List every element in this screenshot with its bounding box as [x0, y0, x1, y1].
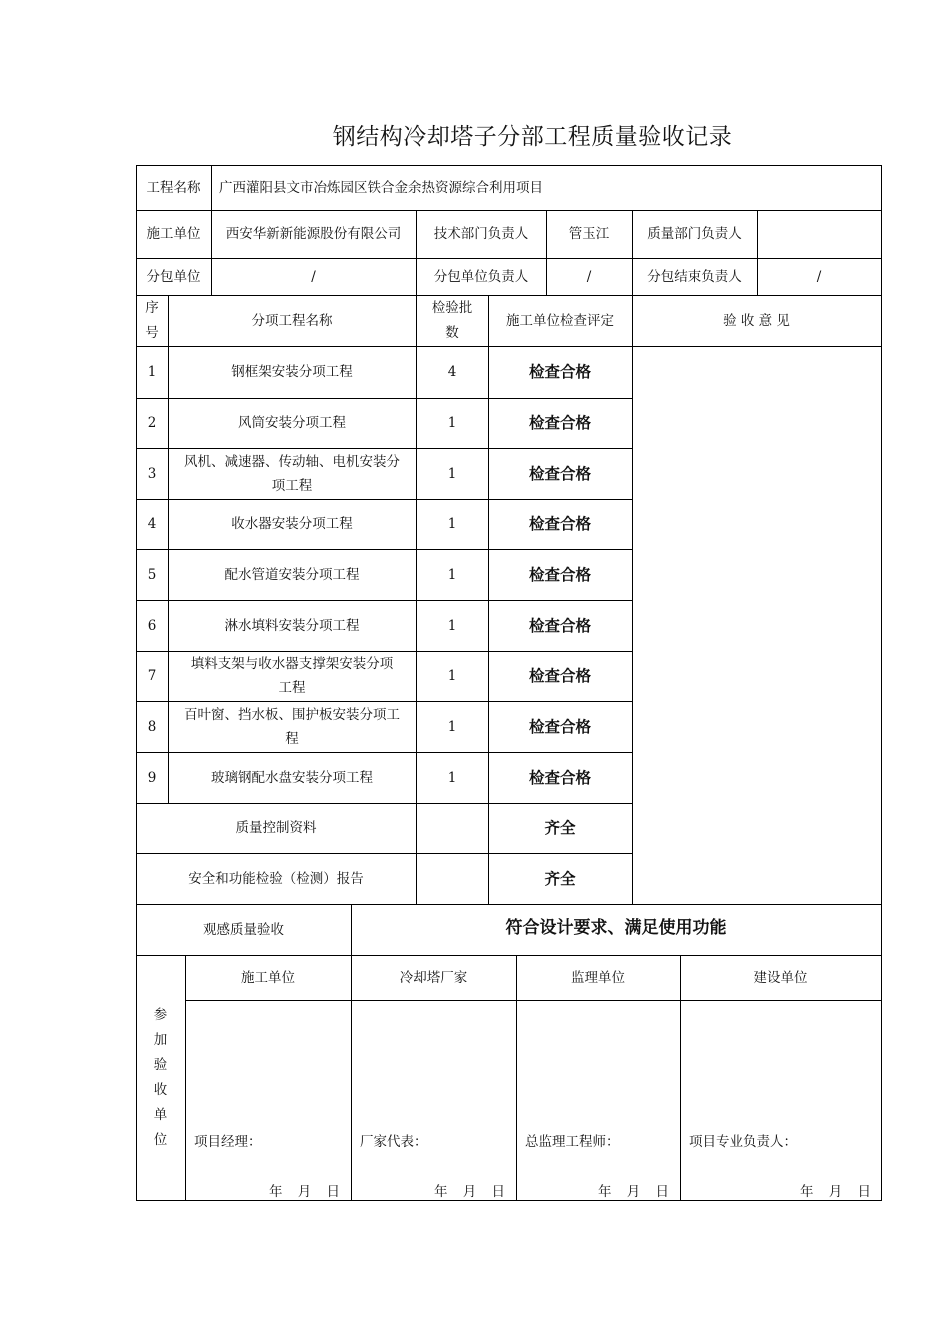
- participants-side-char: 收: [153, 1081, 168, 1098]
- participant-date: [434, 1180, 505, 1200]
- row-batch-count: 1: [447, 566, 457, 583]
- col-item-name-header: 分项工程名称: [251, 312, 333, 329]
- row-check-result: 检查合格: [528, 515, 591, 533]
- subcontract-unit-label: 分包单位: [146, 268, 201, 285]
- row-check-result: 检查合格: [528, 464, 591, 483]
- date-part: 日: [326, 1184, 340, 1200]
- subcontract-head-value: /: [586, 268, 592, 285]
- date-part: 年: [598, 1184, 612, 1200]
- safety-report-result: 齐全: [544, 869, 576, 888]
- row-item-name: [168, 346, 416, 398]
- col-check-header: 施工单位检查评定: [506, 312, 614, 329]
- row-batch-count: 1: [447, 415, 457, 431]
- row-number: 3: [147, 465, 157, 482]
- participants-side-char: 位: [153, 1131, 168, 1148]
- row-batch-count: 1: [447, 465, 457, 482]
- participant-signer-label: 项目专业负责人：: [689, 1134, 797, 1150]
- quality-head-label: 质量部门负责人: [647, 226, 742, 242]
- row-item-name-line: 钢框架安装分项工程: [231, 364, 353, 380]
- subcontract-end-head-value: /: [816, 268, 822, 285]
- date-part: 月: [626, 1184, 641, 1200]
- date-part: 年: [269, 1184, 283, 1200]
- participant-signer-label: 项目经理：: [194, 1134, 262, 1150]
- row-number: 4: [147, 516, 157, 532]
- tech-head-value: 管玉江: [568, 226, 610, 242]
- participants-side-label: [136, 955, 185, 1200]
- subcontract-end-head-label: 分包结束负责人: [647, 268, 742, 285]
- row-item-name: [168, 701, 416, 752]
- col-seq-header: [136, 295, 168, 346]
- col-batch-text: 检验批: [431, 299, 473, 316]
- row-check-result: 检查合格: [528, 667, 591, 685]
- construction-unit-label: 施工单位: [146, 226, 201, 242]
- subcontract-head-label: 分包单位负责人: [433, 268, 529, 285]
- col-batch-text: 数: [445, 324, 459, 341]
- quality-head-value: [757, 210, 881, 258]
- row-item-name-line: 收水器安装分项工程: [231, 516, 353, 532]
- visual-quality-result: 符合设计要求、满足使用功能: [505, 917, 727, 938]
- grid-line: [881, 165, 882, 1201]
- participant-signer-label: 厂家代表：: [360, 1134, 428, 1150]
- row-batch-count: 1: [447, 668, 457, 684]
- date-part: 日: [857, 1184, 871, 1200]
- row-batch-count: 1: [447, 516, 457, 532]
- row-number: 9: [147, 769, 157, 786]
- row-check-result: 检查合格: [528, 717, 591, 736]
- date-part: 年: [434, 1184, 448, 1200]
- construction-unit-value: 西安华新新能源股份有限公司: [225, 226, 402, 242]
- row-item-name-line: 填料支架与收水器支撑架安装分项: [190, 656, 394, 672]
- row-item-name-line: 百叶窗、挡水板、围护板安装分项工: [184, 706, 400, 723]
- row-item-name-line: 风筒安装分项工程: [238, 415, 346, 431]
- page-title: 钢结构冷却塔子分部工程质量验收记录: [332, 124, 733, 150]
- project-name-value: 广西灌阳县文市冶炼园区铁合金余热资源综合利用项目: [219, 179, 543, 196]
- row-batch-count: 4: [447, 364, 457, 380]
- project-name-label: 工程名称: [146, 179, 201, 196]
- row-number: 8: [147, 718, 157, 735]
- row-item-name: [168, 651, 416, 701]
- row-item-name: [168, 600, 416, 651]
- tech-head-label: 技术部门负责人: [433, 226, 529, 242]
- col-seq-text: 序: [145, 299, 159, 316]
- participants-side-char: 验: [153, 1056, 168, 1073]
- date-part: 日: [491, 1184, 505, 1200]
- col-seq-text: 号: [145, 324, 159, 341]
- visual-quality-label: 观感质量验收: [203, 921, 284, 938]
- participant-unit-header: 监理单位: [571, 969, 625, 986]
- quality-docs-label: 质量控制资料: [235, 820, 317, 836]
- date-part: 月: [462, 1184, 477, 1200]
- quality-docs-result: 齐全: [544, 819, 576, 837]
- row-number: 2: [147, 415, 157, 431]
- date-part: 日: [655, 1184, 669, 1200]
- row-check-result: 检查合格: [528, 565, 591, 584]
- row-item-name-line: 项工程: [271, 477, 313, 494]
- participant-date: [598, 1180, 669, 1200]
- date-part: 月: [828, 1184, 843, 1200]
- safety-report-label: 安全和功能检验（检测）报告: [188, 870, 364, 887]
- col-batch-header: [416, 295, 488, 346]
- row-check-result: 检查合格: [528, 363, 591, 381]
- row-item-name-line: 淋水填料安装分项工程: [224, 617, 360, 634]
- row-number: 7: [147, 668, 157, 684]
- row-item-name: [168, 549, 416, 600]
- row-number: 1: [147, 364, 157, 380]
- participant-unit-header: 冷却塔厂家: [399, 969, 468, 986]
- date-part: 年: [800, 1184, 814, 1200]
- row-item-name: [168, 499, 416, 549]
- row-item-name-line: 配水管道安装分项工程: [224, 566, 360, 583]
- row-check-result: 检查合格: [528, 414, 591, 432]
- row-item-name-line: 程: [285, 730, 299, 747]
- row-batch-count: 1: [447, 718, 457, 735]
- row-number: 6: [147, 617, 157, 634]
- row-item-name-line: 玻璃钢配水盘安装分项工程: [211, 769, 373, 786]
- subcontract-unit-value: /: [311, 268, 316, 285]
- row-item-name: [168, 398, 416, 448]
- row-item-name: [168, 752, 416, 803]
- col-opinion-header: 验 收 意 见: [723, 312, 790, 329]
- row-item-name: [168, 448, 416, 499]
- row-number: 5: [147, 566, 157, 583]
- row-item-name-line: 风机、减速器、传动轴、电机安装分: [184, 453, 400, 470]
- grid-line: [185, 1000, 882, 1001]
- row-batch-count: 1: [447, 769, 457, 786]
- row-item-name-line: 工程: [278, 680, 306, 696]
- participants-side-char: 加: [153, 1031, 168, 1048]
- date-part: 月: [297, 1184, 312, 1200]
- participant-unit-header: 建设单位: [753, 969, 808, 986]
- participant-date: [800, 1180, 871, 1200]
- participants-side-char: 参: [153, 1006, 168, 1023]
- grid-line: [136, 1200, 882, 1201]
- participant-unit-header: 施工单位: [241, 969, 295, 986]
- participant-signer-label: 总监理工程师：: [525, 1134, 620, 1150]
- grid-line: [632, 295, 633, 905]
- row-check-result: 检查合格: [528, 768, 591, 787]
- row-batch-count: 1: [447, 617, 457, 634]
- row-check-result: 检查合格: [528, 616, 591, 635]
- participant-date: [269, 1180, 340, 1200]
- participants-side-char: 单: [153, 1106, 168, 1123]
